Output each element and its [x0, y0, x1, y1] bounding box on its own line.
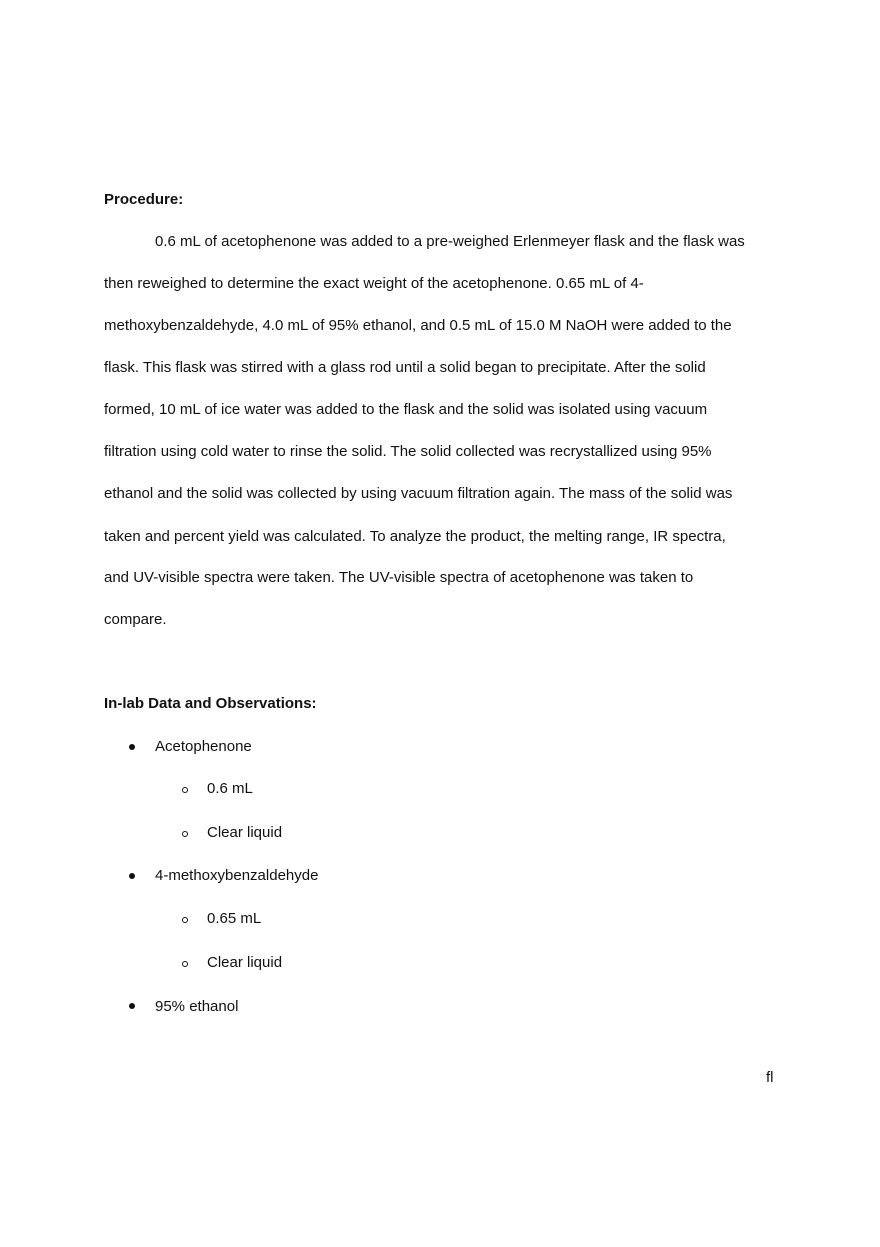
circle-bullet-icon — [182, 831, 188, 837]
procedure-line: and UV-visible spectra were taken. The UV-visible spectra of acetophenone was taken to — [104, 569, 694, 586]
list-item: Acetophenone — [155, 738, 252, 755]
procedure-line: formed, 10 mL of ice water was added to the flask and the solid was isolated using vacuum — [104, 401, 708, 418]
bullet-icon — [129, 1003, 135, 1009]
sub-list-item: Clear liquid — [207, 824, 283, 841]
procedure-line: compare. — [104, 611, 167, 628]
page-number: fl — [766, 1069, 774, 1086]
circle-bullet-icon — [182, 917, 188, 923]
sub-list-item: 0.6 mL — [207, 780, 253, 797]
bullet-icon — [129, 744, 135, 750]
procedure-line: 0.6 mL of acetophenone was added to a pre-weighed Erlenmeyer flask and the flask was — [155, 233, 745, 250]
observations-heading: In-lab Data and Observations: — [104, 695, 317, 712]
bullet-icon — [129, 873, 135, 879]
procedure-line: filtration using cold water to rinse the solid. The solid collected was recrystallized using 95% — [104, 443, 712, 460]
sub-list-item: Clear liquid — [207, 954, 283, 971]
procedure-line: flask. This flask was stirred with a glass rod until a solid began to precipitate. After the solid — [104, 359, 706, 376]
procedure-line: methoxybenzaldehyde, 4.0 mL of 95% ethanol, and 0.5 mL of 15.0 M NaOH were added to the — [104, 317, 732, 334]
list-item: 95% ethanol — [155, 998, 239, 1015]
procedure-line: then reweighed to determine the exact weight of the acetophenone. 0.65 mL of 4- — [104, 275, 644, 292]
list-item: 4-methoxybenzaldehyde — [155, 867, 319, 884]
procedure-line: ethanol and the solid was collected by using vacuum filtration again. The mass of the solid was — [104, 485, 733, 502]
circle-bullet-icon — [182, 961, 188, 967]
sub-list-item: 0.65 mL — [207, 910, 262, 927]
procedure-line: taken and percent yield was calculated. To analyze the product, the melting range, IR spectra, — [104, 528, 726, 545]
procedure-heading: Procedure: — [104, 191, 184, 208]
circle-bullet-icon — [182, 787, 188, 793]
